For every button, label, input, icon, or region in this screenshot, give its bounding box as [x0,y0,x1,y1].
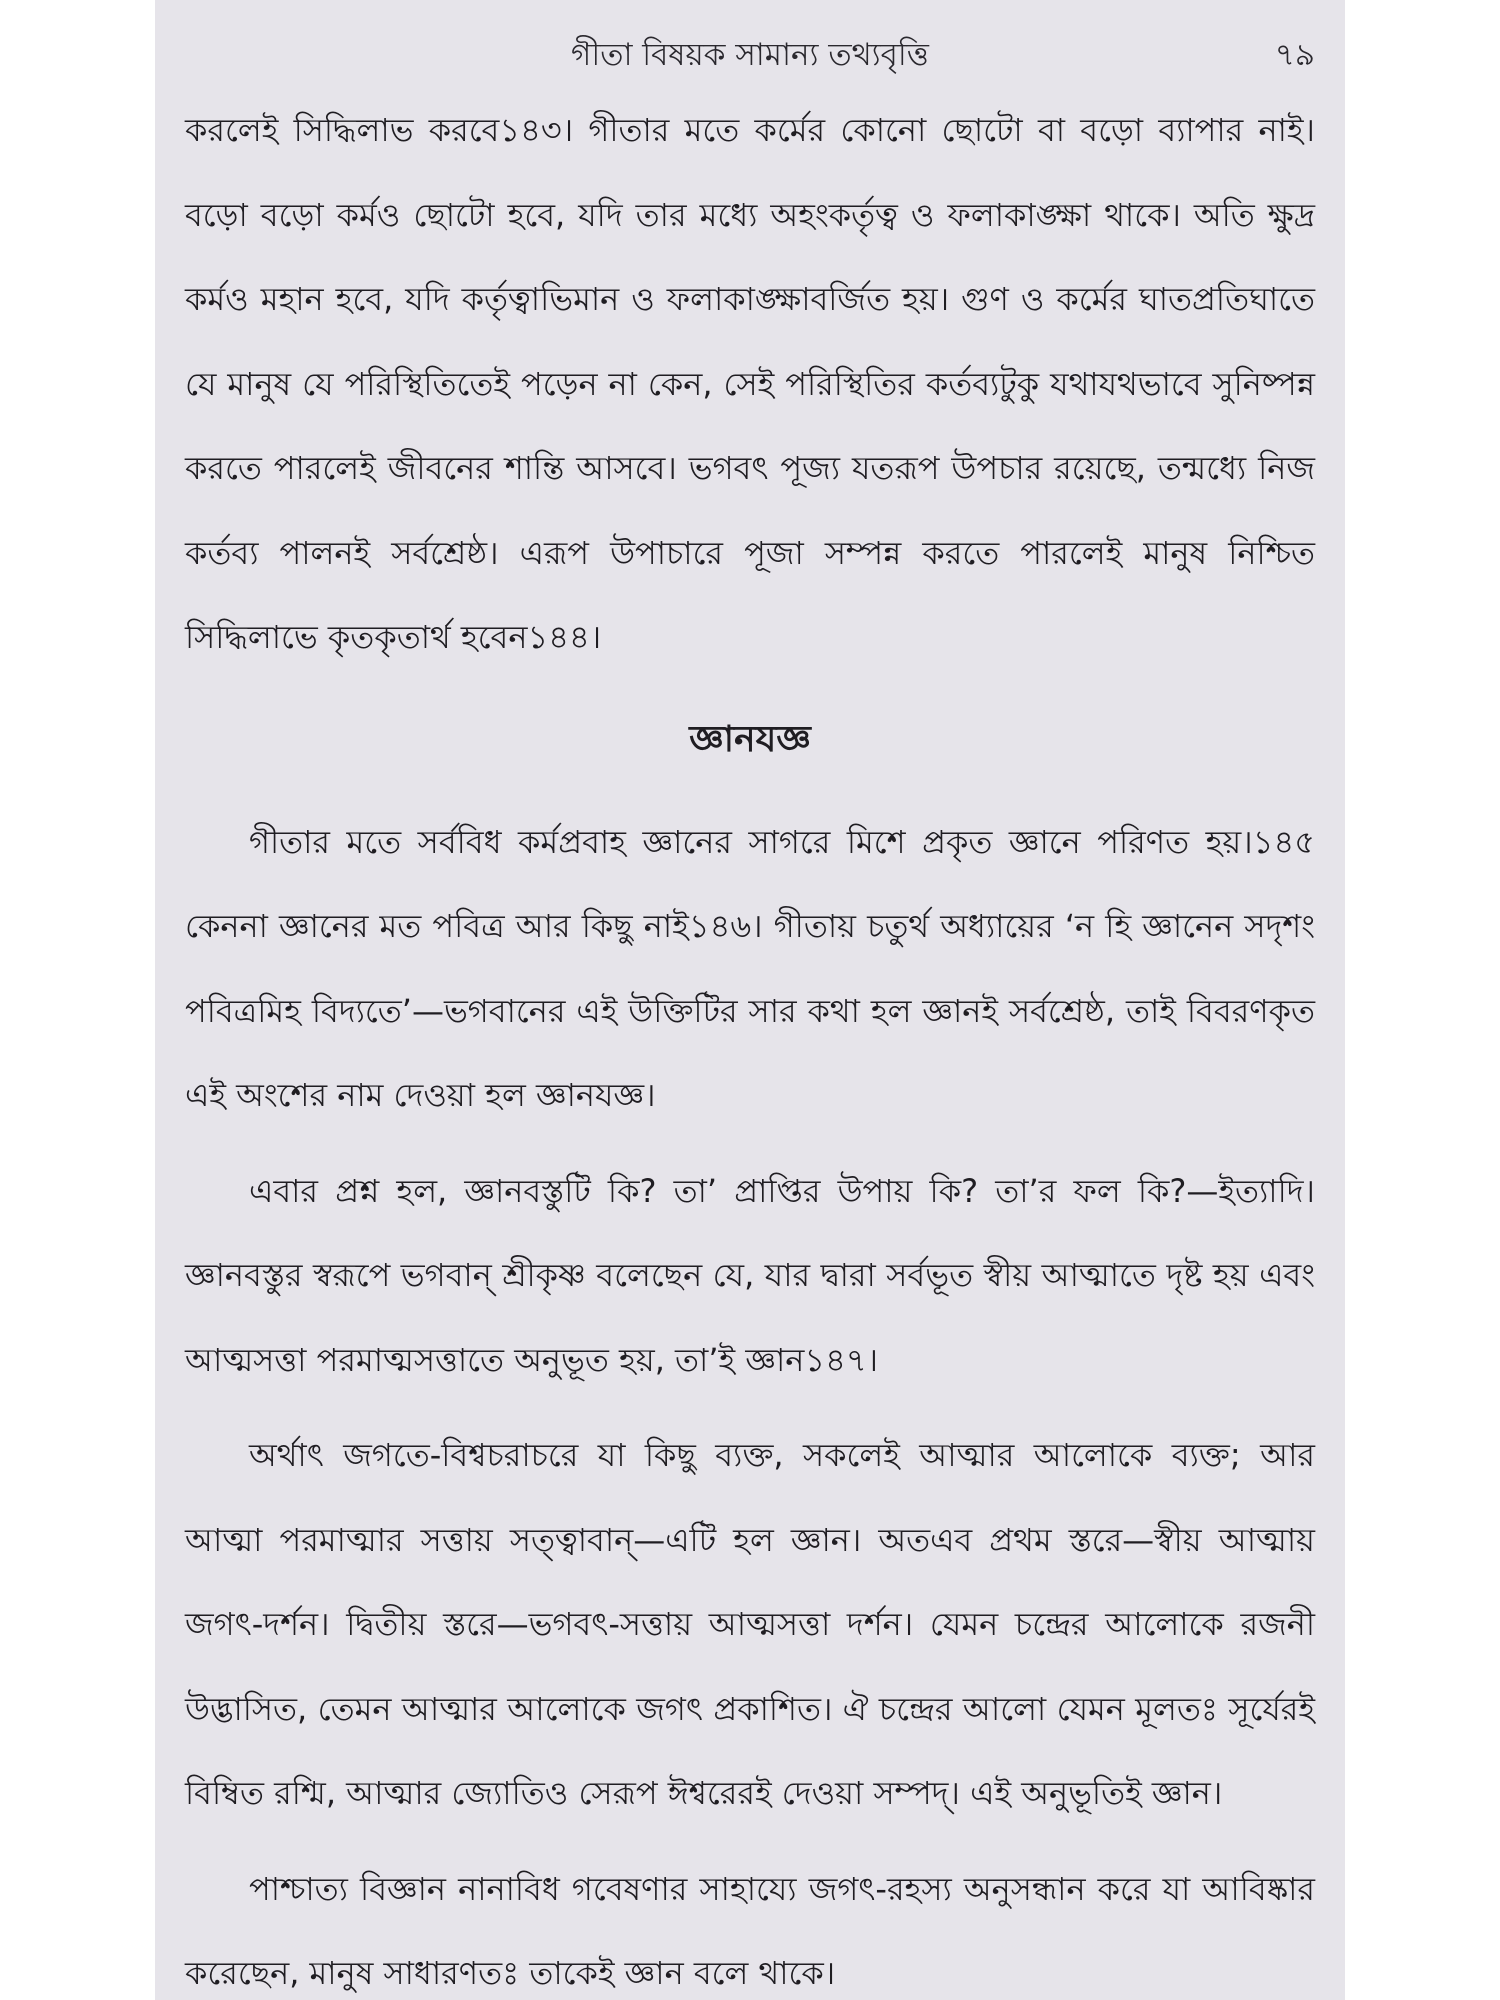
page-number: ৭৯ [1274,37,1315,73]
paragraph: এবার প্রশ্ন হল, জ্ঞানবস্তুটি কি? তা’ প্রাপ্তির উপায় কি? তা’র ফল কি?—ইত্যাদি। জ্ঞানবস্তুর স্বরূপে ভগবান্ শ্রীকৃষ্ণ বলেছেন যে, যার দ্বারা সর্বভূত স্বীয় আত্মাতে দৃষ্ট হয় এবং আত্মসত্তা পরমাত্মসত্তাতে অনুভূত হয়, তা’ই জ্ঞান১৪৭। [185,1171,1315,1379]
page-header [155,30,1345,80]
paragraph: পাশ্চাত্য বিজ্ঞান নানাবিধ গবেষণার সাহায্যে জগৎ-রহস্য অনুসন্ধান করে যা আবিষ্কার করেছেন, মানুষ সাধারণতঃ তাকেই জ্ঞান বলে থাকে। [185,1869,1315,1992]
page-body [185,88,1315,2000]
paragraph-continued: করলেই সিদ্ধিলাভ করবে১৪৩। গীতার মতে কর্মের কোনো ছোটো বা বড়ো ব্যাপার নাই। বড়ো বড়ো কর্মও ছোটো হবে, যদি তার মধ্যে অহংকর্তৃত্ব ও ফলাকাঙ্ক্ষা থাকে। অতি ক্ষুদ্র কর্মও মহান হবে, যদি কর্তৃত্বাভিমান ও ফলাকাঙ্ক্ষাবর্জিত হয়। গুণ ও কর্মের ঘাতপ্রতিঘাতে যে মানুষ যে পরিস্থিতিতেই পড়েন না কেন, সেই পরিস্থিতির কর্তব্যটুকু যথাযথভাবে সুনিষ্পন্ন করতে পারলেই জীবনের শান্তি আসবে। ভগবৎ পূজ্য যতরূপ উপচার রয়েছে, তন্মধ্যে নিজ কর্তব্য পালনই সর্বশ্রেষ্ঠ। এরূপ উপাচারে পূজা সম্পন্ন করতে পারলেই মানুষ নিশ্চিত সিদ্ধিলাভে কৃতকৃতার্থ হবেন১৪৪। [185,111,1315,656]
paragraph: গীতার মতে সর্ববিধ কর্মপ্রবাহ জ্ঞানের সাগরে মিশে প্রকৃত জ্ঞানে পরিণত হয়।১৪৫ কেননা জ্ঞানের মত পবিত্র আর কিছু নাই১৪৬। গীতায় চতুর্থ অধ্যায়ের ‘ন হি জ্ঞানেন সদৃশং পবিত্রমিহ বিদ্যতে’—ভগবানের এই উক্তিটির সার কথা হল জ্ঞানই সর্বশ্রেষ্ঠ, তাই বিবরণকৃত এই অংশের নাম দেওয়া হল জ্ঞানযজ্ঞ। [185,822,1315,1114]
book-page [155,0,1345,2000]
running-title: গীতা বিষয়ক সামান্য তথ্যবৃত্তি [571,37,929,73]
paragraph: অর্থাৎ জগতে-বিশ্বচরাচরে যা কিছু ব্যক্ত, সকলেই আত্মার আলোকে ব্যক্ত; আর আত্মা পরমাত্মার সত্তায় সত্ত্বাবান্—এটি হল জ্ঞান। অতএব প্রথম স্তরে—স্বীয় আত্মায় জগৎ-দর্শন। দ্বিতীয় স্তরে—ভগবৎ-সত্তায় আত্মসত্তা দর্শন। যেমন চন্দ্রের আলোকে রজনী উদ্ভাসিত, তেমন আত্মার আলোকে জগৎ প্রকাশিত। ঐ চন্দ্রের আলো যেমন মূলতঃ সূর্যেরই বিম্বিত রশ্মি, আত্মার জ্যোতিও সেরূপ ঈশ্বরেরই দেওয়া সম্পদ্। এই অনুভূতিই জ্ঞান। [185,1436,1315,1812]
section-heading: জ্ঞানযজ্ঞ [689,718,811,760]
